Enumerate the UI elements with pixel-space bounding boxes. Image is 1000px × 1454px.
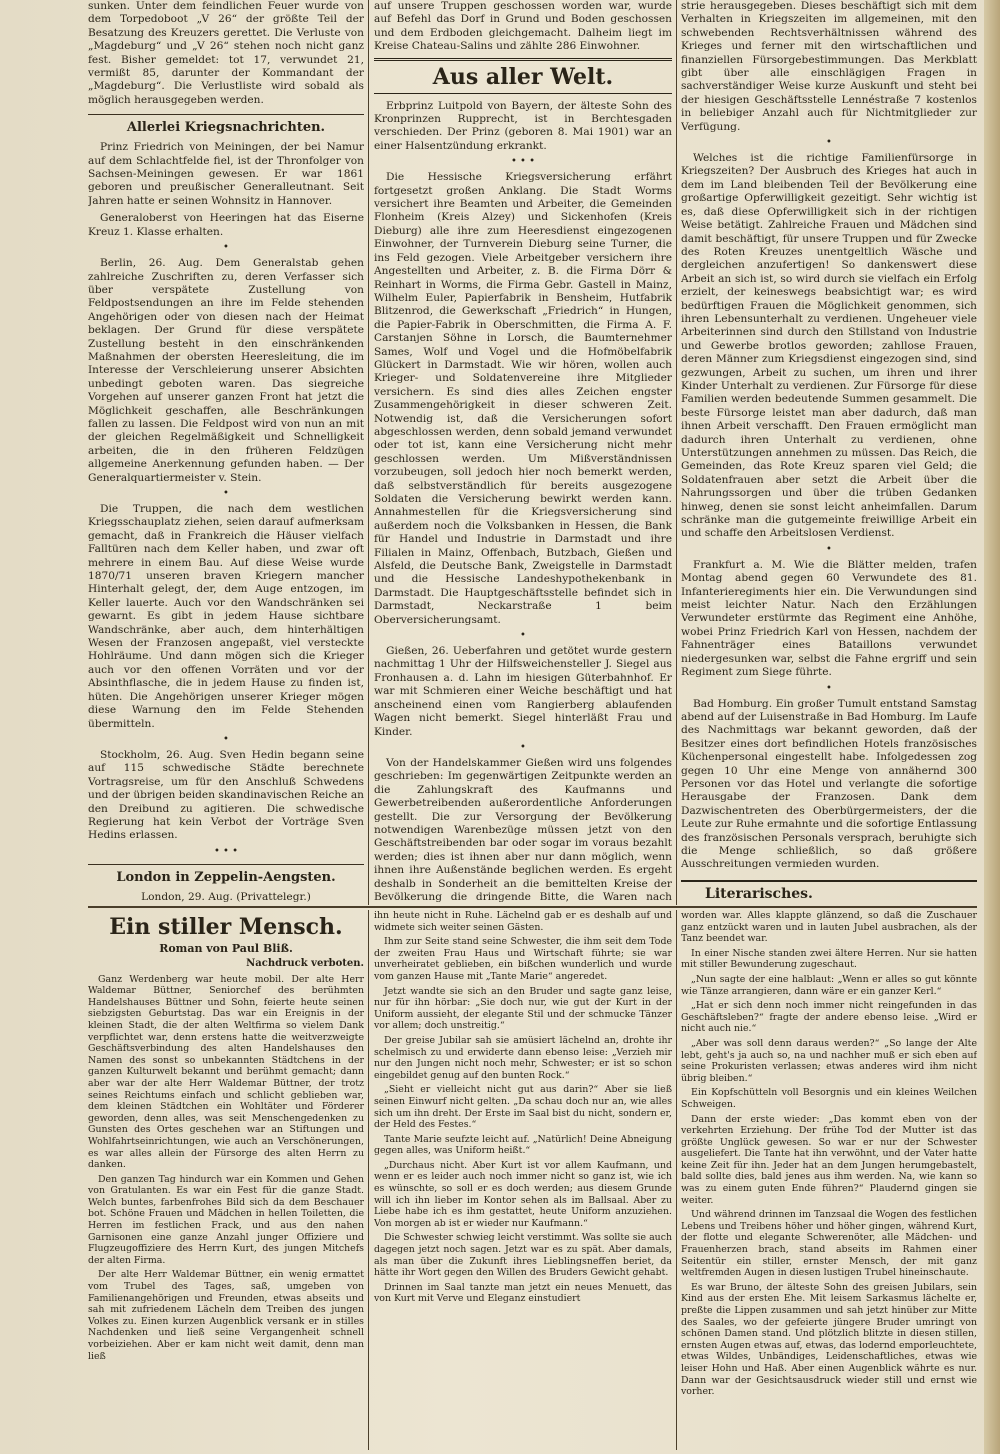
article-text: Berlin, 26. Aug. Dem Generalstab gehen zahlreiche Zuschriften zu, deren Verfasser sich über verspätete Zustellung von Feldpostsendungen an ihre im Felde stehenden Angehörigen oder von diesen nach der Heimat beklagen. Der Grund für diese verspätete Zustellung besteht in den einschränkenden Maßnahmen der obersten Heeresleitung, die im Interesse der Verschleierung unserer Absichten unbedingt geboten waren. Das siegreiche Vorgehen auf unserer ganzen Front hat jetzt die Möglichkeit geschaffen, alle Beschränkungen fallen zu lassen. Die Feldpost wird von nun an mit der gleichen Regelmäßigkeit und Schnelligkeit arbeiten, die in den früheren Feldzügen allgemeine Anerkennung gefunden haben. — Der Generalquartiermeister v. Stein. [88, 257, 364, 484]
column-rule [368, 0, 369, 905]
novel-text: „Hat er sich denn noch immer nicht reingefunden in das Geschäftsleben?“ fragte der andere ebenso leise. „Wird er nicht auch nie.“ [681, 1000, 977, 1035]
novel-text: Tante Marie seufzte leicht auf. „Natürlich! Deine Abneigung gegen alles, was Uniform heißt.“ [374, 1133, 672, 1157]
section-heading: Aus aller Welt. [374, 58, 672, 94]
novel-author: Roman von Paul Bliß. [159, 942, 293, 955]
novel-text: „Sieht er vielleicht nicht gut aus darin?“ Aber sie ließ seinen Einwurf nicht gelten. „Da schau doch nur an, wie alles sich um ihn dreht. Der Erste im Saal bist du nicht, sondern er, der Held des Festes.“ [374, 1084, 672, 1131]
column-rule [676, 910, 677, 1450]
novel-text: „Nun sagte der eine halblaut: „Wenn er alles so gut könnte wie Tänze arrangieren, dann wäre er ein ganzer Kerl.“ [681, 973, 977, 997]
separator: • [826, 543, 832, 555]
article-text: Prinz Friedrich von Meiningen, der bei Namur auf dem Schlachtfelde fiel, ist der Thronfolger von Sachsen-Meiningen gewesen. Er war 1861 geboren und preußischer Generalleutnant. Seit Jahren hatte er seinen Wohnsitz in Hannover. [88, 141, 364, 207]
article-text: strie herausgegeben. Dieses beschäftigt sich mit dem Verhalten in Kriegszeiten im allgemeinen, mit den schwebenden Rechtsverhältnissen während des Krieges und ferner mit den wirtschaftlichen und finanziellen Fürsorgebestimmungen. Das Merkblatt gibt über alle einschlägigen Fragen in sachverständiger Weise kurze Auskunft und steht bei der hiesigen Geschäftsstelle Lennéstraße 7 kostenlos in beliebiger Anzahl auch für Nichtmitglieder zur Verfügung. [681, 0, 977, 133]
dateline: London, 29. Aug. (Privattelegr.) [141, 890, 311, 903]
article-text: Erbprinz Luitpold von Bayern, der älteste Sohn des Kronprinzen Rupprecht, ist in Berchtesgaden verschieden. Der Prinz (geboren 8. Mai 1901) war an einer Halsentzündung erkrankt. [374, 99, 672, 152]
novel-text: Es war Bruno, der älteste Sohn des greisen Jubilars, sein Kind aus der ersten Ehe. Mit leisem Sarkasmus lächelte er, preßte die Lippen zusammen und sah jetzt hinüber zur Mitte des Saales, wo der gefeierte jüngere Bruder umringt von schönen Damen stand. Und plötzlich blitzte in diesen stillen, ernsten Augen etwas auf, etwas, das lodernd emporleuchtete, etwas Wildes, Unbändiges, Leidenschaftliches, etwas wie leiser Hohn und Haß. Aber einen Augenblick währte es nur. Dann war der Gesichtsausdruck wieder still und ernst wie vorher. [681, 1281, 977, 1398]
article-text: Stockholm, 26. Aug. Sven Hedin begann seine auf 115 schwedische Städte berechnete Vortragsreise, um für den Anschluß Schwedens und der übrigen beiden skandinavischen Reiche an den Dreibund zu agitieren. Die schwedische Regierung hat kein Verbot der Vorträge Sven Hedins erlassen. [88, 748, 364, 842]
column-2 [374, 0, 672, 905]
column-3 [681, 0, 977, 905]
novel-text: In einer Nische standen zwei ältere Herren. Nur sie hatten mit stiller Bewunderung zugeschaut. [681, 947, 977, 971]
separator: • [826, 682, 832, 694]
reprint-note: Nachdruck verboten. [246, 958, 364, 969]
novel-text: „Durchaus nicht. Aber Kurt ist vor allem Kaufmann, und wenn er es leider auch noch immer nicht so ganz ist, wie ich es wünschte, so soll er es doch werden; aus diesem Grunde will ich ihn lieber im Kontor sehen als im Ballsaal. Aber zu Liebe habe ich es ihm gestattet, heute Uniform anzuziehen. Von morgen ab ist er wieder nur Kaufmann.“ [374, 1159, 672, 1229]
novel-text: Drinnen im Saal tanzte man jetzt ein neues Menuett, das von Kurt mit Verve und Eleganz einstudiert [374, 1281, 672, 1305]
article-text: Die Truppen, die nach dem westlichen Kriegsschauplatz ziehen, seien darauf aufmerksam gemacht, daß in Frankreich die Häuser vielfach Falltüren nach dem Keller haben, und zwar oft mehrere in einem Bau. Auf diese Weise wurde 1870/71 unseren braven Kriegern mancher Hinterhalt gelegt, der, dem Auge entzogen, im Keller lauerte. Auch vor den Wandschränken sei gewarnt. Es gibt in jedem Hause sichtbare Wandschränke, aber auch, dem hinterhältigen Wesen der Franzosen angepaßt, viel versteckte Hohlräume. Und dann mögen sich die Krieger auch vor den offenen Vorräten und vor der Absinthflasche, die in jedem Hause zu finden ist, hüten. Die Angehörigen unserer Krieger mögen diese Warnung den im Felde Stehenden übermitteln. [88, 503, 364, 730]
novel-text: Ganz Werdenberg war heute mobil. Der alte Herr Waldemar Büttner, Seniorchef des berühmten Handelshauses Büttner und Sohn, feierte heute seinen siebzigsten Geburtstag. Das war ein Ereignis in der kleinen Stadt, die der alten Weltfirma so vielem Dank verpflichtet war, denn erstens hatte die weitverzweigte Geschäftsverbindung des alten Handelshauses den Namen des sonst so unbekannten Städtchens in der ganzen Kulturwelt bekannt und berühmt gemacht; dann aber war der alte Herr Waldemar Büttner, der trotz seines Reichtums einfach und schlicht geblieben war, dem kleinen Städtchen ein Wohltäter und Förderer geworden, denn alles, was seit Menschengedenken zu Gunsten des Ortes geschehen war an Stiftungen und Wohlfahrtseinrichtungen, wie auch an Verschönerungen, es war alles allein der Fürsorge des alten Herrn zu danken. [88, 973, 364, 1171]
novel-text: ihn heute nicht in Ruhe. Lächelnd gab er es deshalb auf und widmete sich weiter seinen Gästen. [374, 910, 672, 933]
novel-text: worden war. Alles klappte glänzend, so daß die Zuschauer ganz entzückt waren und in lauten Jubel ausbrachen, als der Tanz beendet war. [681, 910, 977, 945]
article-text: Von der Handelskammer Gießen wird uns folgendes geschrieben: Im gegenwärtigen Zeitpunkte werden an die Zahlungskraft des Kaufmanns und Gewerbetreibenden außerordentliche Anforderungen gestellt. Die zur Versorgung der Bevölkerung notwendigen Warenbezüge müssen jetzt von den Geschäftstreibenden bar oder sogar im voraus bezahlt werden; dies ist ihnen aber nur dann möglich, wenn ihnen ihre Außenstände beglichen werden. Es ergeht deshalb in Sonderheit an die bemittelten Kreise der Bevölkerung die dringende Bitte, die Waren nach [374, 756, 672, 903]
section-heading: London in Zeppelin-Aengsten. [88, 864, 364, 886]
novel-text: Den ganzen Tag hindurch war ein Kommen und Gehen von Gratulanten. Es war ein Fest für die ganze Stadt. Welch buntes, farbenfrohes Bild sich da dem Beschauer bot. Schöne Frauen und Mädchen in hellen Toiletten, die Herren im festlichen Frack, und aus den nahen Garnisonen eine ganze Anzahl junger Offiziere und Flugzeugoffiziere des Herrn Kurt, des jungen Mitchefs der alten Firma. [88, 1173, 364, 1266]
novel-column-3 [681, 910, 977, 1450]
page-edge [984, 0, 1000, 1454]
section-heading: Literarisches. [681, 880, 977, 905]
column-rule [368, 910, 369, 1450]
article-text: sunken. Unter dem feindlichen Feuer wurde von dem Torpedoboot „V 26“ der größte Teil der Besatzung des Kreuzers gerettet. Die Verluste von „Magdeburg“ und „V 26“ stehen noch nicht ganz fest. Bisher gemeldet: tot 17, verwundet 21, vermißt 85, darunter der Kommandant der „Magdeburg“. Die Verlustliste wird sobald als möglich herausgegeben werden. [88, 0, 364, 106]
article-text: Gießen, 26. Ueberfahren und getötet wurde gestern nachmittag 1 Uhr der Hilfsweichensteller J. Siegel aus Fronhausen a. d. Lahn im hiesigen Güterbahnhof. Er war mit Schmieren einer Weiche beschäftigt und hat anscheinend einen vom Rangierberg ablaufenden Wagen nicht bemerkt. Siegel hinterläßt Frau und Kinder. [374, 645, 672, 738]
column-rule [676, 0, 677, 905]
novel-text: Der alte Herr Waldemar Büttner, ein wenig ermattet vom Trubel des Tages, saß, umgeben von Familienangehörigen und Freunden, etwas abseits und sah mit zufriedenem Lächeln dem Treiben des jungen Volkes zu. Einen kurzen Augenblick versank er in stilles Nachdenken und ließ seine Vergangenheit schnell vorbeiziehen. Aber er kam nicht weit damit, denn man ließ [88, 1269, 364, 1362]
separator: • [223, 733, 229, 745]
separator: • [223, 488, 229, 499]
article-text: Die Hessische Kriegsversicherung erfährt fortgesetzt großen Anklang. Die Stadt Worms versichert ihre Beamten und Arbeiter, die Gemeinden Flonheim (Kreis Alzey) und Sickenhofen (Kreis Dieburg) alle ihre zum Heeresdienst eingezogenen Einwohner, der Turnverein Dieburg seine Turner, die ins Feld gezogen. Viele Arbeitgeber versichern ihre Angestellten und Arbeiter, z. B. die Firma Dörr & Reinhart in Worms, die Firma Gebr. Gastell in Mainz, Wilhelm Euler, Papierfabrik in Bensheim, Hutfabrik Blitzenrod, die Gewerkschaft „Friedrich“ in Hungen, die Papier-Fabrik in Oberschmitten, die Firma A. F. Carstanjen Söhne in Lorsch, die Baumternehmer Sames, Wolf und Vogel und die Hofmöbelfabrik Glückert in Darmstadt. Wie wir hören, wollen auch Krieger- und Soldatenvereine ihre Mitglieder versichern. Es sind dies alles Zeichen engster Zusammengehörigkeit in dieser schweren Zeit. Notwendig ist, daß die Versicherungen sofort abgeschlossen werden, denn sobald jemand verwundet oder tot ist, kann eine Versicherung nicht mehr geschlossen werden. Um Mißverständnissen vorzubeugen, soll jedoch hier noch bemerkt werden, daß selbstverständlich für bereits ausgezogene Soldaten die Versicherung bewirkt werden kann. Annahmestellen für die Kriegsversicherung sind außerdem noch die Volksbanken in Hessen, die Bank für Handel und Industrie in Darmstadt und ihre Filialen in Mainz, Offenbach, Butzbach, Gießen und Alsfeld, die Deutsche Bank, Zweigstelle in Darmstadt und die Hessische Landeshypothekenbank in Darmstadt. Die Hauptgeschäftsstelle befindet sich in Darmstadt, Neckarstraße 1 beim Oberversicherungsamt. [374, 171, 672, 626]
article-text: Bad Homburg. Ein großer Tumult entstand Samstag abend auf der Luisenstraße in Bad Homburg. Im Laufe des Nachmittags war bekannt geworden, daß der Besitzer eines dort befindlichen Hotels französisches Küchenpersonal eingestellt habe. Infolgedessen zog gegen 10 Uhr eine Menge von annähernd 300 Personen vor das Hotel und verlangte die sofortige Herausgabe der Franzosen. Dank dem Dazwischentreten des Oberbürgermeisters, der die Leute zur Ruhe ermahnte und die sofortige Entlassung des französischen Personals versprach, beruhigte sich die Menge schließlich, so daß größere Ausschreitungen vermieden wurden. [681, 697, 977, 871]
section-heading: Allerlei Kriegsnachrichten. [88, 114, 364, 136]
separator: • [223, 242, 229, 254]
novel-text: Und während drinnen im Tanzsaal die Wogen des festlichen Lebens und Treibens höher und höher gingen, während Kurt, der flotte und elegante Schwerenöter, alle Mädchen- und Frauenherzen brach, stand abseits im Rahmen einer Seitentür ein stiller, ernster Mensch, der mit ganz weltfremden Augen in diesen lustigen Trubel hineinschaute. [681, 1209, 977, 1279]
separator: • [520, 741, 526, 753]
separator: • • • [213, 845, 239, 857]
article-text: auf unsere Truppen geschossen worden war, wurde auf Befehl das Dorf in Grund und Boden geschossen und dem Erdboden gleichgemacht. Dalheim liegt im Kreise Chateau-Salins und zählte 286 Einwohner. [374, 0, 672, 53]
novel-column-1 [88, 910, 364, 1450]
novel-text: Dann der erste wieder: „Das kommt eben von der verkehrten Erziehung. Der frühe Tod der Mutter ist das größte Unglück gewesen. So war er nur der Schwester ausgeliefert. Die Tante hat ihn verwöhnt, und der Vater hatte keine Zeit für ihn. Jeder hat an dem Jungen herumgebastelt, bald sollte dies, bald jenes aus ihm werden. Na, wie kann so was zu einem guten Ende führen?“ Plaudernd gingen sie weiter. [681, 1113, 977, 1206]
novel-text: Der greise Jubilar sah sie amüsiert lächelnd an, drohte ihr schelmisch zu und erwiderte dann ebenso leise: „Verzieh mir nur den Jungen nicht noch mehr, Schwester; er ist so schon eingebildet genug auf den bunten Rock.“ [374, 1034, 672, 1081]
novel-text: Die Schwester schwieg leicht verstimmt. Was sollte sie auch dagegen jetzt noch sagen. Jetzt war es zu spät. Aber damals, als man über die Zukunft ihres Lieblingsneffen beriet, da hätte ihr Wort gegen den Willen des Bruders Gewicht gehabt. [374, 1232, 672, 1279]
separator: • [826, 137, 832, 149]
novel-text: Ein Kopfschütteln voll Besorgnis und ein kleines Weilchen Schweigen. [681, 1087, 977, 1110]
separator: • • • [510, 156, 536, 168]
article-text: Welches ist die richtige Familienfürsorge in Kriegszeiten? Der Ausbruch des Krieges hat auch in dem im Land bleibenden Teil der Bevölkerung eine großartige Opferwilligkeit gezeitigt. Sehr wichtig ist es, daß diese Opferwilligkeit sich in der richtigen Weise betätigt. Zahlreiche Frauen und Mädchen sind damit beschäftigt, für unsere Truppen und für Zwecke des Roten Kreuzes unentgeltlich Wäsche und dergleichen anzufertigen! So dankenswert diese Arbeit an sich ist, so wird durch sie vielfach ein Erfolg erzielt, der keineswegs beabsichtigt war; es wird bedürftigen Frauen die Möglichkeit genommen, sich ihren Lebensunterhalt zu verdienen. Ungeheuer viele Arbeiterinnen sind durch den Stillstand von Industrie und Gewerbe brotlos geworden; zahllose Frauen, deren Männer zum Kriegsdienst eingezogen sind, sind gezwungen, Arbeit zu suchen, um ihren und ihrer Kinder Unterhalt zu verdienen. Zur Fürsorge für diese Familien werden bedeutende Summen gesammelt. Die beste Fürsorge leistet man aber dadurch, daß man ihnen Arbeit verschafft. Den Frauen ermöglicht man dadurch ihren Unterhalt zu verdienen, ohne Unterstützungen annehmen zu müssen. Das Reich, die Gemeinden, das Rote Kreuz sparen viel Geld; die Soldatenfrauen aber setzt die Arbeit über die Nahrungssorgen und über die trüben Gedanken hinweg, denen sie sonst leicht anheimfallen. Darum schränke man die gutgemeinte freiwillige Arbeit ein und schaffe den Arbeitslosen Verdienst. [681, 152, 977, 540]
separator: • [520, 630, 526, 642]
novel-column-2 [374, 910, 672, 1450]
novel-title: Ein stiller Mensch. [109, 914, 343, 940]
novel-text: Jetzt wandte sie sich an den Bruder und sagte ganz leise, nur für ihn hörbar: „Sie doch nur, wie gut der Kurt in der Uniform aussieht, der elegante Stil und der schmucke Tänzer vor allem; doch unstreitig.“ [374, 985, 672, 1032]
novel-text: „Aber was soll denn daraus werden?“ „So lange der Alte lebt, geht's ja auch so, na und nachher muß er sich eben auf seine Prokuristen verlassen; etwas anderes wird ihm nicht übrig bleiben.“ [681, 1037, 977, 1084]
feuilleton-rule [88, 906, 977, 908]
article-text: Generaloberst von Heeringen hat das Eiserne Kreuz 1. Klasse erhalten. [88, 212, 364, 238]
article-text: Frankfurt a. M. Wie die Blätter melden, trafen Montag abend gegen 60 Verwundete des 81. Infanterieregiments hier ein. Die Verwundungen sind meist leichter Natur. Nach den Erzählungen Verwundeter erstürmte das Regiment eine Anhöhe, wobei Prinz Friedrich Karl von Hessen, nachdem der Fahnenträger eines Bataillons verwundet niedergesunken war, selbst die Fahne ergriff und sein Regiment zum Siege führte. [681, 558, 977, 679]
column-1 [88, 0, 364, 905]
novel-text: Ihm zur Seite stand seine Schwester, die ihm seit dem Tode der zweiten Frau Haus und Wirtschaft führte; sie war unverheiratet geblieben, ein bißchen wunderlich und wurde vom ganzen Hause mit „Tante Marie“ angeredet. [374, 936, 672, 982]
